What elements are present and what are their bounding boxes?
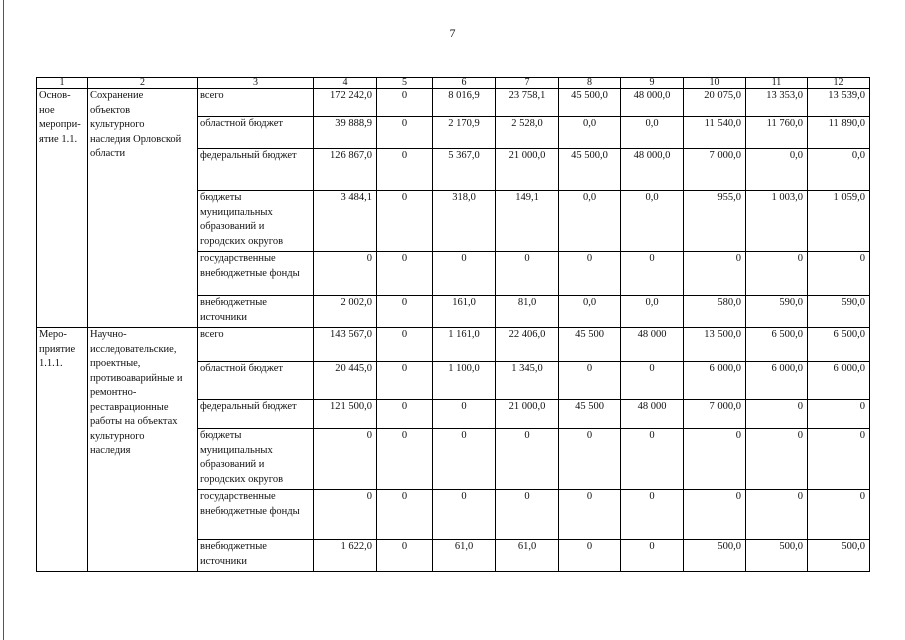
amount-cell: 0 [621, 362, 684, 400]
amount-cell: 11 760,0 [746, 117, 808, 149]
amount-cell: 13 539,0 [808, 89, 870, 117]
amount-cell: 0 [377, 362, 433, 400]
amount-cell: 0 [377, 490, 433, 540]
column-header: 5 [377, 78, 433, 89]
amount-cell: 0 [559, 429, 621, 490]
amount-cell: 48 000 [621, 328, 684, 362]
amount-cell: 45 500,0 [559, 89, 621, 117]
amount-cell: 0 [377, 89, 433, 117]
amount-cell: 45 500 [559, 400, 621, 429]
amount-cell: 3 484,1 [314, 191, 377, 252]
funding-source: внебюджетные источники [198, 296, 314, 328]
amount-cell: 0,0 [746, 149, 808, 191]
amount-cell: 0 [377, 252, 433, 296]
amount-cell: 161,0 [433, 296, 496, 328]
funding-source: федеральный бюджет [198, 149, 314, 191]
amount-cell: 2 170,9 [433, 117, 496, 149]
column-header: 9 [621, 78, 684, 89]
amount-cell: 500,0 [808, 540, 870, 572]
column-header: 2 [88, 78, 198, 89]
amount-cell: 7 000,0 [684, 400, 746, 429]
amount-cell: 590,0 [808, 296, 870, 328]
amount-cell: 0 [314, 490, 377, 540]
funding-source: государственные внебюджетные фонды [198, 490, 314, 540]
column-header: 3 [198, 78, 314, 89]
amount-cell: 0 [377, 117, 433, 149]
amount-cell: 0 [746, 429, 808, 490]
funding-source: бюджеты муниципальных образований и городских округов [198, 191, 314, 252]
amount-cell: 8 016,9 [433, 89, 496, 117]
amount-cell: 0,0 [621, 117, 684, 149]
amount-cell: 0 [377, 296, 433, 328]
amount-cell: 0 [377, 328, 433, 362]
amount-cell: 172 242,0 [314, 89, 377, 117]
amount-cell: 0 [496, 490, 559, 540]
amount-cell: 0 [684, 252, 746, 296]
amount-cell: 1 003,0 [746, 191, 808, 252]
amount-cell: 61,0 [433, 540, 496, 572]
amount-cell: 45 500 [559, 328, 621, 362]
amount-cell: 1 622,0 [314, 540, 377, 572]
amount-cell: 0 [433, 400, 496, 429]
amount-cell: 0 [433, 252, 496, 296]
activity-name: Сохранение объектов культурного наследия Орловской области [88, 89, 198, 328]
amount-cell: 126 867,0 [314, 149, 377, 191]
amount-cell: 143 567,0 [314, 328, 377, 362]
amount-cell: 0 [746, 252, 808, 296]
amount-cell: 0 [377, 429, 433, 490]
activity-name: Научно- исследовательские, проектные, противоаварийные и ремонтно- реставрационные работы на объектах культурного наследия [88, 328, 198, 572]
amount-cell: 0 [621, 540, 684, 572]
amount-cell: 0 [684, 429, 746, 490]
amount-cell: 0 [684, 490, 746, 540]
amount-cell: 39 888,9 [314, 117, 377, 149]
amount-cell: 318,0 [433, 191, 496, 252]
amount-cell: 6 500,0 [746, 328, 808, 362]
amount-cell: 0 [808, 429, 870, 490]
amount-cell: 6 500,0 [808, 328, 870, 362]
amount-cell: 0 [433, 429, 496, 490]
amount-cell: 0 [314, 429, 377, 490]
amount-cell: 0 [808, 252, 870, 296]
amount-cell: 48 000,0 [621, 149, 684, 191]
amount-cell: 580,0 [684, 296, 746, 328]
amount-cell: 2 002,0 [314, 296, 377, 328]
amount-cell: 1 059,0 [808, 191, 870, 252]
funding-source: всего [198, 89, 314, 117]
amount-cell: 7 000,0 [684, 149, 746, 191]
amount-cell: 20 075,0 [684, 89, 746, 117]
activity-code: Меро- приятие 1.1.1. [37, 328, 88, 572]
amount-cell: 590,0 [746, 296, 808, 328]
amount-cell: 48 000 [621, 400, 684, 429]
page-number: 7 [449, 26, 456, 40]
funding-source: областной бюджет [198, 117, 314, 149]
amount-cell: 500,0 [746, 540, 808, 572]
amount-cell: 0,0 [559, 191, 621, 252]
amount-cell: 0 [808, 490, 870, 540]
column-header: 7 [496, 78, 559, 89]
column-header: 12 [808, 78, 870, 89]
budget-table [36, 77, 870, 572]
amount-cell: 6 000,0 [684, 362, 746, 400]
amount-cell: 0 [559, 362, 621, 400]
amount-cell: 0,0 [559, 296, 621, 328]
amount-cell: 0 [496, 429, 559, 490]
amount-cell: 23 758,1 [496, 89, 559, 117]
amount-cell: 955,0 [684, 191, 746, 252]
column-header: 4 [314, 78, 377, 89]
column-header: 1 [37, 78, 88, 89]
amount-cell: 5 367,0 [433, 149, 496, 191]
amount-cell: 0 [314, 252, 377, 296]
amount-cell: 22 406,0 [496, 328, 559, 362]
amount-cell: 48 000,0 [621, 89, 684, 117]
amount-cell: 81,0 [496, 296, 559, 328]
amount-cell: 0 [377, 149, 433, 191]
amount-cell: 13 500,0 [684, 328, 746, 362]
funding-source: внебюджетные источники [198, 540, 314, 572]
amount-cell: 0 [377, 540, 433, 572]
amount-cell: 13 353,0 [746, 89, 808, 117]
page-edge-line [3, 0, 4, 640]
amount-cell: 2 528,0 [496, 117, 559, 149]
table-row [37, 89, 870, 117]
column-header: 8 [559, 78, 621, 89]
amount-cell: 0 [746, 490, 808, 540]
amount-cell: 0 [559, 252, 621, 296]
amount-cell: 0 [559, 540, 621, 572]
funding-source: всего [198, 328, 314, 362]
funding-source: федеральный бюджет [198, 400, 314, 429]
amount-cell: 0,0 [559, 117, 621, 149]
amount-cell: 0 [377, 191, 433, 252]
amount-cell: 0,0 [621, 191, 684, 252]
amount-cell: 20 445,0 [314, 362, 377, 400]
column-header: 10 [684, 78, 746, 89]
amount-cell: 0 [621, 252, 684, 296]
amount-cell: 121 500,0 [314, 400, 377, 429]
amount-cell: 11 890,0 [808, 117, 870, 149]
amount-cell: 0,0 [808, 149, 870, 191]
table-row [37, 328, 870, 362]
amount-cell: 0 [433, 490, 496, 540]
amount-cell: 0 [496, 252, 559, 296]
amount-cell: 0 [377, 400, 433, 429]
amount-cell: 1 161,0 [433, 328, 496, 362]
funding-source: бюджеты муниципальных образований и городских округов [198, 429, 314, 490]
column-header: 6 [433, 78, 496, 89]
header-row [37, 78, 870, 89]
amount-cell: 0 [746, 400, 808, 429]
activity-code: Основ- ное меропри- ятие 1.1. [37, 89, 88, 328]
amount-cell: 0 [621, 490, 684, 540]
amount-cell: 21 000,0 [496, 149, 559, 191]
column-header: 11 [746, 78, 808, 89]
amount-cell: 149,1 [496, 191, 559, 252]
amount-cell: 6 000,0 [746, 362, 808, 400]
amount-cell: 21 000,0 [496, 400, 559, 429]
amount-cell: 0 [559, 490, 621, 540]
amount-cell: 0,0 [621, 296, 684, 328]
amount-cell: 11 540,0 [684, 117, 746, 149]
amount-cell: 1 345,0 [496, 362, 559, 400]
amount-cell: 0 [621, 429, 684, 490]
amount-cell: 1 100,0 [433, 362, 496, 400]
amount-cell: 61,0 [496, 540, 559, 572]
amount-cell: 45 500,0 [559, 149, 621, 191]
amount-cell: 500,0 [684, 540, 746, 572]
amount-cell: 6 000,0 [808, 362, 870, 400]
amount-cell: 0 [808, 400, 870, 429]
funding-source: областной бюджет [198, 362, 314, 400]
funding-source: государственные внебюджетные фонды [198, 252, 314, 296]
